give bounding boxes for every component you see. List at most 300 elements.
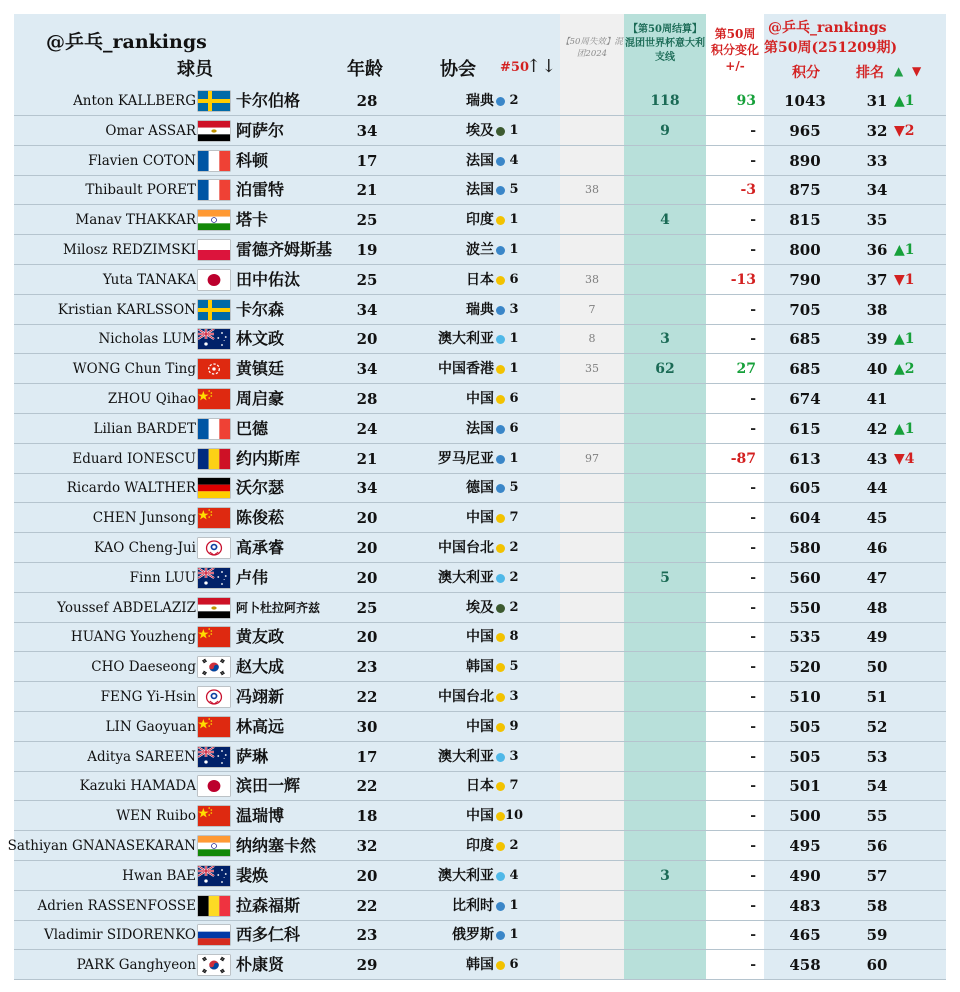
rank-movement: ▲1 [894,331,915,348]
player-rank: 50 [866,658,888,677]
association-count: 1 [509,361,519,377]
player-age: 20 [356,866,378,885]
mixed-team-points [624,175,706,205]
points-change: 27 [736,361,756,378]
player-name-cn: 卢伟 [236,567,269,587]
rank-movement: ▼1 [894,271,915,288]
player-name-en: HUANG Youzheng [70,629,196,646]
player-name-cn: 阿萨尔 [236,120,285,140]
table-row [14,384,946,414]
player-association: 澳大利亚 [438,748,494,765]
player-name-cn: 林高远 [236,716,285,736]
table-row [14,771,946,801]
player-points: 500 [789,807,821,826]
player-name-en: WONG Chun Ting [72,361,196,378]
association-count: 6 [509,391,519,406]
rank-movement: ▲1 [894,420,915,437]
table-row [14,473,946,503]
player-association: 中国 [466,510,494,527]
player-age: 34 [356,360,378,379]
table-row [14,712,946,742]
lost-points [560,414,624,444]
player-name-cn: 科顿 [236,150,269,170]
header-lost-points: 【50周失效】混团2024 [561,37,623,59]
points-change: - [750,152,756,169]
points-change: - [750,927,756,944]
points-change: - [750,808,756,825]
points-change: - [750,867,756,884]
player-name-cn: 高承睿 [236,538,285,557]
points-change: - [750,569,756,586]
sweden-flag-icon [198,300,230,320]
player-points: 520 [789,658,821,677]
rank-movement: ▲1 [894,242,915,258]
player-name-cn: 约内斯库 [236,448,301,468]
player-name-cn: 阿卜杜拉阿齐兹 [236,600,321,615]
player-points: 800 [789,241,821,259]
china-flag-icon [198,717,230,737]
player-rank: 38 [866,300,888,319]
association-count: 7 [509,778,519,794]
player-rank: 49 [866,628,888,647]
mixed-team-points: 3 [660,867,670,884]
player-name-en: Youssef ABDELAZIZ [57,599,196,616]
header-count: #50 [500,60,529,75]
egypt-flag-icon [198,598,230,618]
table-row [14,652,946,682]
lost-points [560,771,624,801]
header-rank: 排名 [856,65,884,81]
lost-points [560,920,624,950]
player-rank: 47 [866,568,888,587]
japan-flag-icon [198,270,230,290]
association-count: 6 [509,420,519,436]
player-name-en: Thibault PORET [85,182,196,199]
australia-flag-icon [198,866,230,886]
belgium-flag-icon [198,896,230,916]
mixed-team-points [624,771,706,801]
lost-points [560,712,624,742]
lost-points [560,831,624,861]
player-name-en: CHEN Junsong [92,510,196,527]
header-association: 协会 [440,59,476,80]
points-change: - [750,420,756,437]
mixed-team-points [624,682,706,712]
player-points: 875 [789,181,821,200]
association-count: 2 [509,93,519,108]
player-points: 705 [789,300,821,319]
table-row [14,444,946,474]
mixed-team-points [624,920,706,950]
player-age: 21 [356,449,378,468]
points-change: - [750,480,756,497]
association-count: 3 [509,301,519,317]
table-row [14,682,946,712]
mixed-team-points [624,503,706,533]
rank-movement: ▲1 [894,93,915,109]
table-row [14,295,946,325]
player-rank: 54 [866,777,888,796]
player-association: 波兰 [466,242,494,258]
mixed-team-points [624,652,706,682]
mixed-team-points: 118 [650,93,680,109]
lost-points [560,622,624,652]
korea-flag-icon [198,657,230,677]
table-row [14,265,946,295]
player-points: 483 [789,896,821,915]
player-rank: 57 [866,866,888,885]
player-age: 20 [356,628,378,647]
points-change: -87 [730,450,756,467]
association-count: 5 [509,182,519,198]
player-name-cn: 塔卡 [236,210,269,230]
player-name-en: WEN Ruibo [116,808,196,825]
association-count: 2 [509,540,519,555]
player-age: 23 [356,926,378,945]
mixed-team-points [624,593,706,623]
player-name-en: Ricardo WALTHER [66,480,196,497]
player-points: 495 [789,837,821,855]
korea-flag-icon [198,955,230,975]
player-age: 34 [356,300,378,319]
player-name-cn: 裴焕 [236,865,269,885]
player-association: 中国 [466,391,494,407]
player-age: 23 [356,658,378,677]
lost-points [560,235,624,265]
player-age: 28 [356,390,378,408]
player-points: 490 [789,866,821,885]
player-name-en: Kazuki HAMADA [79,778,196,795]
association-count: 7 [509,510,519,526]
player-name-cn: 田中佑汰 [236,269,301,289]
player-points: 685 [789,360,821,379]
player-association: 印度 [466,212,494,229]
table-row [14,175,946,205]
header-points: 积分 [792,65,820,81]
lost-points [560,384,624,414]
player-points: 505 [789,717,821,736]
player-rank: 56 [866,837,888,855]
player-rank: 33 [866,151,888,170]
header-player: 球员 [177,59,213,80]
player-age: 30 [356,717,378,736]
lost-points [560,801,624,831]
japan-flag-icon [198,776,230,796]
player-age: 25 [356,270,378,289]
mixed-team-points [624,891,706,921]
points-change: - [750,629,756,646]
player-association: 埃及 [466,599,494,616]
association-count: 3 [509,689,519,704]
player-name-cn: 黄友政 [236,627,285,647]
points-change: - [750,689,756,705]
player-association: 比利时 [452,897,494,914]
lost-points: 38 [585,183,599,197]
india-flag-icon [198,836,230,856]
egypt-flag-icon [198,121,230,141]
mixed-team-points [624,622,706,652]
points-change: 93 [736,93,756,109]
player-name-cn: 朴康贤 [236,955,285,975]
player-rank: 55 [866,807,888,826]
player-rank: 58 [866,896,888,915]
player-rank: 35 [866,211,888,230]
lost-points [560,473,624,503]
table-row [14,533,946,563]
sweden-flag-icon [198,91,230,111]
player-points: 550 [789,598,821,617]
player-association: 韩国 [466,957,494,974]
points-change: - [750,897,756,914]
player-association: 中国台北 [438,540,494,556]
player-name-cn: 沃尔瑟 [236,478,285,498]
player-rank: 44 [866,479,888,498]
player-name-cn: 陈俊菘 [236,508,285,528]
player-age: 18 [356,807,378,826]
association-count: 10 [504,808,524,824]
player-age: 29 [356,956,378,975]
table-row [7,831,946,861]
player-rank: 41 [866,390,888,408]
player-name-en: Yuta TANAKA [102,271,196,288]
player-age: 34 [356,479,378,498]
player-age: 24 [356,419,378,438]
points-change: - [750,212,756,229]
player-rank: 36 [866,241,888,259]
table-row [14,563,946,593]
table-row [14,354,946,384]
header-points-week: 第50周(251209期) [764,40,898,56]
player-age: 20 [356,568,378,587]
germany-flag-icon [198,478,230,498]
chinese-taipei-flag-icon [198,687,230,707]
points-change: - [750,599,756,616]
player-association: 埃及 [466,122,494,139]
player-name-en: Kristian KARLSSON [57,301,196,318]
australia-flag-icon [198,747,230,767]
player-name-cn: 周启豪 [236,389,285,408]
player-name-cn: 泊雷特 [236,180,285,200]
player-name-en: Nicholas LUM [98,331,196,348]
player-name-cn: 西多仁科 [236,925,301,945]
mixed-team-points [624,742,706,772]
points-change: - [750,659,756,676]
player-name-cn: 纳纳塞卡然 [236,836,317,855]
table-row [14,146,946,176]
player-association: 澳大利亚 [438,331,494,348]
rank-movement: ▼2 [894,122,915,139]
player-age: 22 [356,688,378,706]
player-points: 465 [789,926,821,945]
player-age: 25 [356,598,378,617]
points-change: - [750,838,756,854]
header-mixed-team: 【第50周结算】混团世界杯意大利支线 [625,24,705,63]
mixed-team-points: 3 [660,331,670,348]
player-points: 604 [789,509,821,528]
lost-points: 7 [588,302,596,316]
table-row [14,742,946,772]
association-count: 6 [509,271,519,287]
player-association: 澳大利亚 [438,569,494,586]
association-count: 2 [509,838,519,853]
table-row [14,86,946,116]
lost-points [560,563,624,593]
lost-points: 97 [585,451,599,465]
player-name-en: Milosz REDZIMSKI [63,242,196,258]
association-count: 5 [509,480,519,496]
player-points: 815 [789,211,821,230]
player-rank: 52 [866,717,888,736]
player-association: 中国 [466,808,494,825]
mixed-team-points [624,444,706,474]
australia-flag-icon [198,329,230,349]
lost-points [560,86,624,116]
brand-handle: @乒乓_rankings [46,31,207,53]
table-row [14,414,946,444]
player-points: 501 [789,777,821,796]
lost-points [560,652,624,682]
points-change: - [750,540,756,556]
mixed-team-points: 5 [660,569,670,586]
points-change: - [750,748,756,765]
mixed-team-points [624,414,706,444]
points-change: - [750,778,756,795]
lost-points [560,682,624,712]
association-count: 2 [509,569,519,585]
player-points: 505 [789,747,821,766]
player-points: 965 [789,121,821,140]
table-row [14,891,946,921]
hong-kong-flag-icon [198,359,230,379]
player-rank: 45 [866,509,888,528]
player-name-cn: 冯翊新 [236,687,285,706]
mixed-team-points [624,950,706,980]
table-row [14,235,946,265]
player-name-en: Adrien RASSENFOSSE [37,897,196,914]
mixed-team-points [624,801,706,831]
player-points: 685 [789,330,821,349]
india-flag-icon [198,210,230,230]
player-name-en: Lilian BARDET [93,420,196,437]
points-change: -13 [730,271,756,288]
player-points: 605 [789,479,821,498]
player-association: 德国 [466,480,494,497]
player-name-en: Hwan BAE [122,867,196,884]
player-points: 535 [789,628,821,647]
header-points-brand: @乒乓_rankings [768,20,887,36]
player-rank: 42 [866,419,888,438]
player-points: 580 [789,539,821,557]
points-change: - [750,242,756,258]
player-age: 32 [356,837,378,855]
points-change: - [750,301,756,318]
player-rank: 53 [866,747,888,766]
mixed-team-points: 9 [660,122,670,139]
player-association: 澳大利亚 [438,867,494,884]
player-rank: 39 [866,330,888,349]
player-points: 560 [789,568,821,587]
player-rank: 51 [866,688,888,706]
player-name-en: KAO Cheng-Jui [94,540,196,556]
table-row [14,861,946,891]
player-age: 20 [356,539,378,557]
chinese-taipei-flag-icon [198,538,230,558]
lost-points [560,950,624,980]
player-association: 中国香港 [438,361,494,378]
player-name-en: LIN Gaoyuan [105,718,196,735]
player-association: 法国 [466,420,494,437]
lost-points: 8 [588,332,596,346]
lost-points: 38 [585,272,599,286]
mixed-team-points [624,533,706,563]
lost-points [560,205,624,235]
points-change: - [750,122,756,139]
player-name-en: Vladimir SIDORENKO [43,927,196,944]
association-count: 8 [509,629,519,645]
lost-points [560,503,624,533]
points-change: - [750,331,756,348]
header-change-line1: 第50周 [714,27,756,41]
sort-arrows-icon[interactable]: ↑↓ [526,56,557,77]
lost-points: 35 [585,362,599,376]
player-association: 韩国 [466,659,494,676]
player-name-en: Flavien COTON [88,152,196,169]
association-count: 9 [509,718,519,734]
china-flag-icon [198,806,230,826]
player-rank: 34 [866,181,888,200]
china-flag-icon [198,627,230,647]
header-age: 年龄 [347,59,383,80]
china-flag-icon [198,389,230,409]
header-change-line3: +/- [725,59,745,73]
association-count: 1 [509,242,519,257]
player-name-en: Eduard IONESCU [72,450,196,467]
france-flag-icon [198,151,230,171]
association-count: 1 [509,927,519,943]
table-row [14,622,946,652]
romania-flag-icon [198,449,230,469]
player-association: 中国 [466,629,494,646]
player-age: 22 [356,777,378,796]
points-change: - [750,391,756,407]
association-count: 6 [509,957,519,973]
mixed-team-points [624,235,706,265]
lost-points [560,861,624,891]
mixed-team-points [624,265,706,295]
player-age: 28 [356,92,378,110]
mixed-team-points [624,146,706,176]
association-count: 1 [509,897,519,913]
player-association: 中国台北 [438,689,494,705]
table-row [14,950,946,980]
association-count: 1 [509,331,519,347]
player-name-en: Anton KALLBERG [73,93,196,109]
player-points: 613 [789,449,821,468]
player-age: 25 [356,211,378,230]
points-change: - [750,718,756,735]
player-association: 日本 [466,271,494,288]
association-count: 1 [509,450,519,466]
mixed-team-points [624,473,706,503]
table-row [14,593,946,623]
player-name-cn: 滨田一辉 [236,776,301,796]
player-age: 17 [356,747,378,766]
points-change: -3 [740,182,756,199]
lost-points [560,533,624,563]
ranking-table [7,14,946,980]
australia-flag-icon [198,568,230,588]
player-association: 印度 [466,838,494,854]
